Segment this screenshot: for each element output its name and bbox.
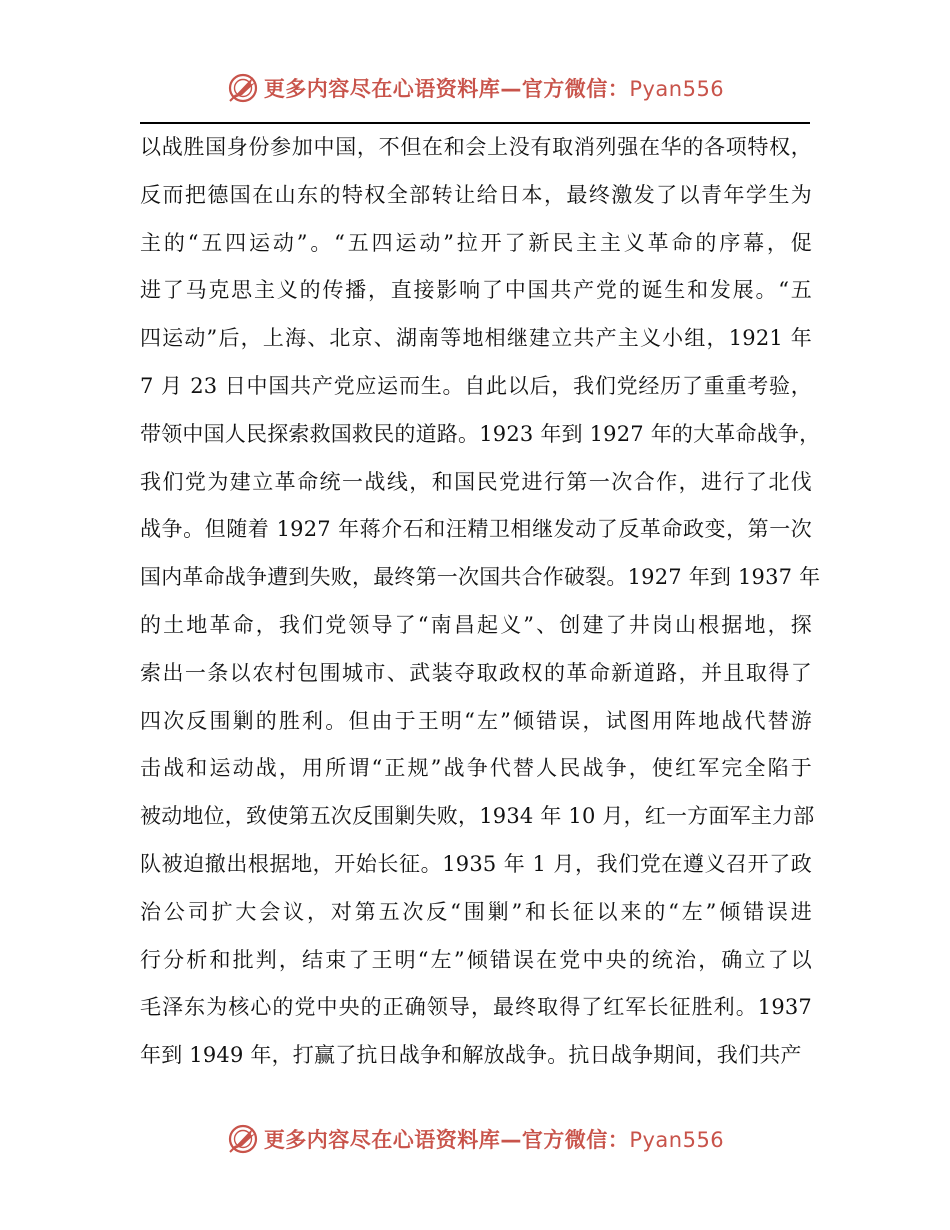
- text-line: 主的“五四运动”。“五四运动”拉开了新民主主义革命的序幕，促: [140, 230, 812, 255]
- text-line: 队被迫撤出根据地，开始长征。1935 年 1 月，我们党在遵义召开了政: [140, 851, 812, 876]
- text-line: 索出一条以农村包围城市、武装夺取政权的革命新道路，并且取得了: [140, 660, 812, 685]
- text-line: 被动地位，致使第五次反围剿失败，1934 年 10 月，红一方面军主力部: [140, 804, 815, 829]
- text-line: 我们党为建立革命统一战线，和国民党进行第一次合作，进行了北伐: [140, 469, 812, 494]
- quill-logo-icon: [226, 1122, 260, 1156]
- text-line: 毛泽东为核心的党中央的正确领导，最终取得了红军长征胜利。1937: [140, 995, 812, 1020]
- text-line: 进了马克思主义的传播，直接影响了中国共产党的诞生和发展。“五: [140, 278, 812, 303]
- text-line: 年到 1949 年，打赢了抗日战争和解放战争。抗日战争期间，我们共产: [140, 1043, 802, 1068]
- text-line: 四运动”后，上海、北京、湖南等地相继建立共产主义小组，1921 年: [140, 326, 812, 351]
- quill-logo-icon: [226, 71, 260, 105]
- header-banner: [0, 70, 950, 106]
- wechat-id: Pyan556: [629, 1128, 725, 1152]
- banner-text: 更多内容尽在心语资料库—官方微信：Pyan556: [263, 77, 725, 101]
- wechat-id: Pyan556: [629, 77, 725, 101]
- text-line: 7 月 23 日中国共产党应运而生。自此以后，我们党经历了重重考验，: [140, 373, 812, 398]
- footer-banner: [0, 1121, 950, 1157]
- text-line: 击战和运动战，用所谓“正规”战争代替人民战争，使红军完全陷于: [140, 756, 812, 781]
- text-line: 带领中国人民探索救国救民的道路。1923 年到 1927 年的大革命战争，: [140, 421, 821, 446]
- banner-text: 更多内容尽在心语资料库—官方微信：Pyan556: [263, 1128, 725, 1152]
- text-line: 战争。但随着 1927 年蒋介石和汪精卫相继发动了反革命政变，第一次: [140, 517, 812, 542]
- text-line: 行分析和批判，结束了王明“左”倾错误在党中央的统治，确立了以: [140, 947, 812, 972]
- text-line: 四次反围剿的胜利。但由于王明“左”倾错误，试图用阵地战代替游: [140, 708, 812, 733]
- document-body: [140, 124, 821, 1080]
- text-line: 反而把德国在山东的特权全部转让给日本，最终激发了以青年学生为: [140, 182, 812, 207]
- text-line: 以战胜国身份参加中国，不但在和会上没有取消列强在华的各项特权，: [140, 135, 812, 159]
- text-line: 治公司扩大会议，对第五次反“围剿”和长征以来的“左”倾错误进: [140, 899, 812, 924]
- text-line: 的土地革命，我们党领导了“南昌起义”、创建了井岗山根据地，探: [140, 612, 812, 637]
- text-line: 国内革命战争遭到失败，最终第一次国共合作破裂。1927 年到 1937 年: [140, 565, 821, 590]
